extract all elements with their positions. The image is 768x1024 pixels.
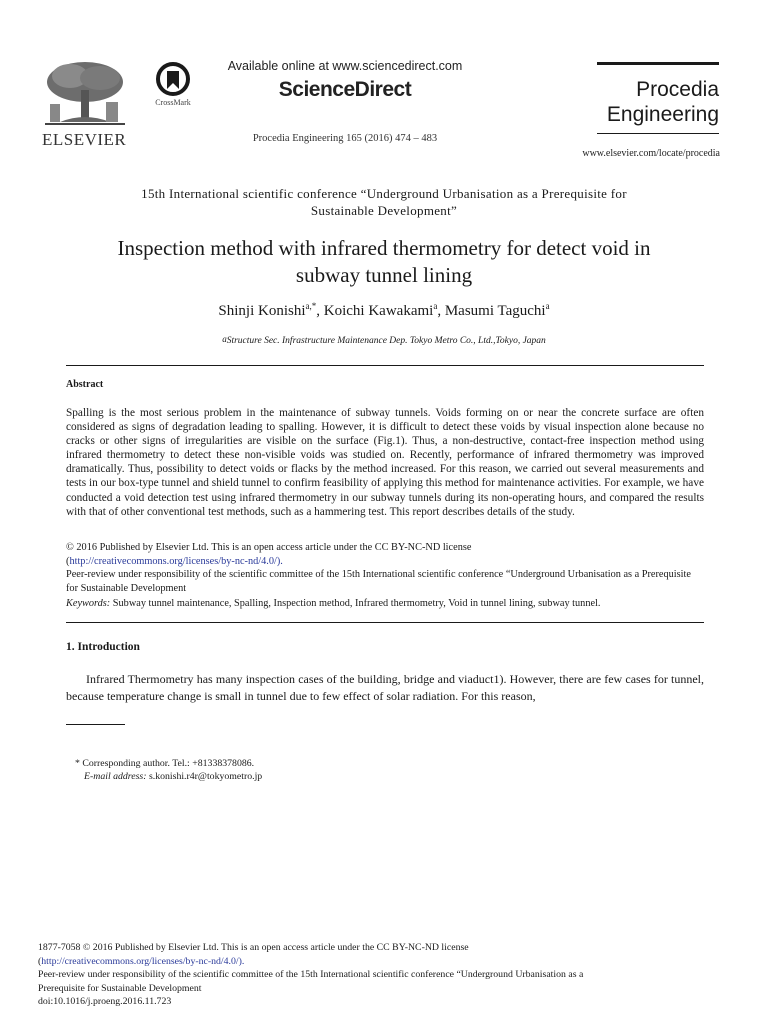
divider <box>66 622 704 623</box>
author-affiliation-mark: a <box>433 301 438 311</box>
journal-name <box>597 77 719 127</box>
divider <box>66 365 704 366</box>
email-address[interactable]: s.konishi.r4r@tokyometro.jp <box>146 771 263 782</box>
available-online-text: Available online at www.sciencedirect.com <box>227 59 463 73</box>
footer-peer-review-2: Prerequisite for Sustainable Development <box>38 982 202 994</box>
section-heading-introduction: 1. Introduction <box>66 641 140 653</box>
email-label: E-mail address: <box>84 771 147 782</box>
conference-line1: 15th International scientific conference “Underground Urbanisation as a Prerequisite for <box>141 186 627 201</box>
crossmark-label: CrossMark <box>155 98 191 107</box>
author-affiliation-mark: a <box>545 301 550 311</box>
journal-reference: Procedia Engineering 165 (2016) 474 – 483 <box>252 133 438 144</box>
license-text: © 2016 Published by Elsevier Ltd. This is an open access article under the CC BY-NC-ND license <box>66 542 472 553</box>
sciencedirect-logo[interactable]: ScienceDirect <box>278 78 412 101</box>
page-footer: 1877-7058 © 2016 Published by Elsevier Ltd. This is an open access article under the CC BY-NC-ND license (http://creativecommons.org/licenses/by-nc-nd/4.0/). Peer-review under responsibility of the scientific committee of the 15th International scientific conference “Underground Urbanisation as a Prerequisite for Sustainable Development doi:10.1016/j.proeng.2016.11.723 <box>38 941 718 1009</box>
keywords <box>66 598 704 609</box>
keywords-label: Keywords: <box>66 598 111 609</box>
author-name: Shinji Konishi <box>218 303 306 319</box>
footnote <box>75 757 675 783</box>
keywords-text: Subway tunnel maintenance, Spalling, Inspection method, Infrared thermometry, Void in tunnel lining, subway tunnel. <box>110 598 601 609</box>
paper-title <box>60 235 708 289</box>
footer-peer-review-1: Peer-review under responsibility of the scientific committee of the 15th International scientific conference “Underground Urbanisation as a <box>38 969 584 980</box>
footnote-divider <box>66 724 125 725</box>
introduction-text: Infrared Thermometry has many inspection cases of the building, bridge and viaduct1). However, there are few cases for tunnel, because temperature change is small in tunnel due to few effect of solar radiation. For this reason, <box>66 672 704 703</box>
abstract-heading: Abstract <box>66 379 104 390</box>
journal-name-line2: Engineering <box>606 103 719 126</box>
abstract-license: © 2016 Published by Elsevier Ltd. This is an open access article under the CC BY-NC-ND license (http://creativecommons.org/licenses/by-nc-nd/4.0/). <box>66 541 704 568</box>
title-line1: Inspection method with infrared thermometry for detect void in <box>117 236 651 260</box>
title-line2: subway tunnel lining <box>295 263 473 287</box>
affiliation-text: Structure Sec. Infrastructure Maintenance Dep. Tokyo Metro Co., Ltd.,Tokyo, Japan <box>226 336 546 346</box>
affiliation-mark: a <box>222 334 227 344</box>
author-list <box>60 303 708 320</box>
conference-line2: Sustainable Development” <box>310 203 458 218</box>
corresponding-author: * Corresponding author. Tel.: +81338378086. <box>75 758 255 769</box>
conference-name <box>90 185 678 219</box>
journal-name-line1: Procedia <box>636 78 719 101</box>
license-link[interactable]: http://creativecommons.org/licenses/by-nc-nd/4.0/). <box>69 555 283 567</box>
publisher-name: ELSEVIER <box>42 130 127 149</box>
author-affiliation-mark: a,* <box>305 301 317 311</box>
footer-license-link[interactable]: http://creativecommons.org/licenses/by-nc-nd/4.0/). <box>41 955 245 967</box>
abstract-peer-review: Peer-review under responsibility of the scientific committee of the 15th International scientific conference “Underground Urbanisation as a Prerequisite for Sustainable Development <box>66 569 691 594</box>
footer-doi[interactable]: doi:10.1016/j.proeng.2016.11.723 <box>38 996 172 1007</box>
abstract-text: Spalling is the most serious problem in the maintenance of subway tunnels. Voids forming on or near the concrete surface are often considered as signs of degradation leading to spalling. However, it is difficult to detect these voids by visual inspection alone because no cracks or other signs of irregularities are visible on the surface (Fig.1). Thus, a non-destructive, contact-free inspection method using infrared thermometry to detect these non-visible voids was studied on. Recently, performance of infrared thermometry was improved dramatically. Thus, possibility to detect voids or flacks by the method increased. For this reason, we carried out several measurements and tests in our box-type tunnel and shield tunnel to confirm feasibility of applying this method for maintenance activities. For example, we have conducted a void detection test using infrared thermometry in our subway tunnels during its non-operating hours, and compared the results with that of other conventional test methods, such as a hammering test. This report describes details of the study. <box>66 407 704 518</box>
author-name: , Koichi Kawakami <box>316 303 434 319</box>
author-name: , Masumi Taguchi <box>437 303 546 319</box>
footer-license: 1877-7058 © 2016 Published by Elsevier Ltd. This is an open access article under the CC BY-NC-ND license <box>38 942 469 953</box>
affiliation <box>60 336 708 346</box>
journal-url-link[interactable]: www.elsevier.com/locate/procedia <box>582 148 720 159</box>
